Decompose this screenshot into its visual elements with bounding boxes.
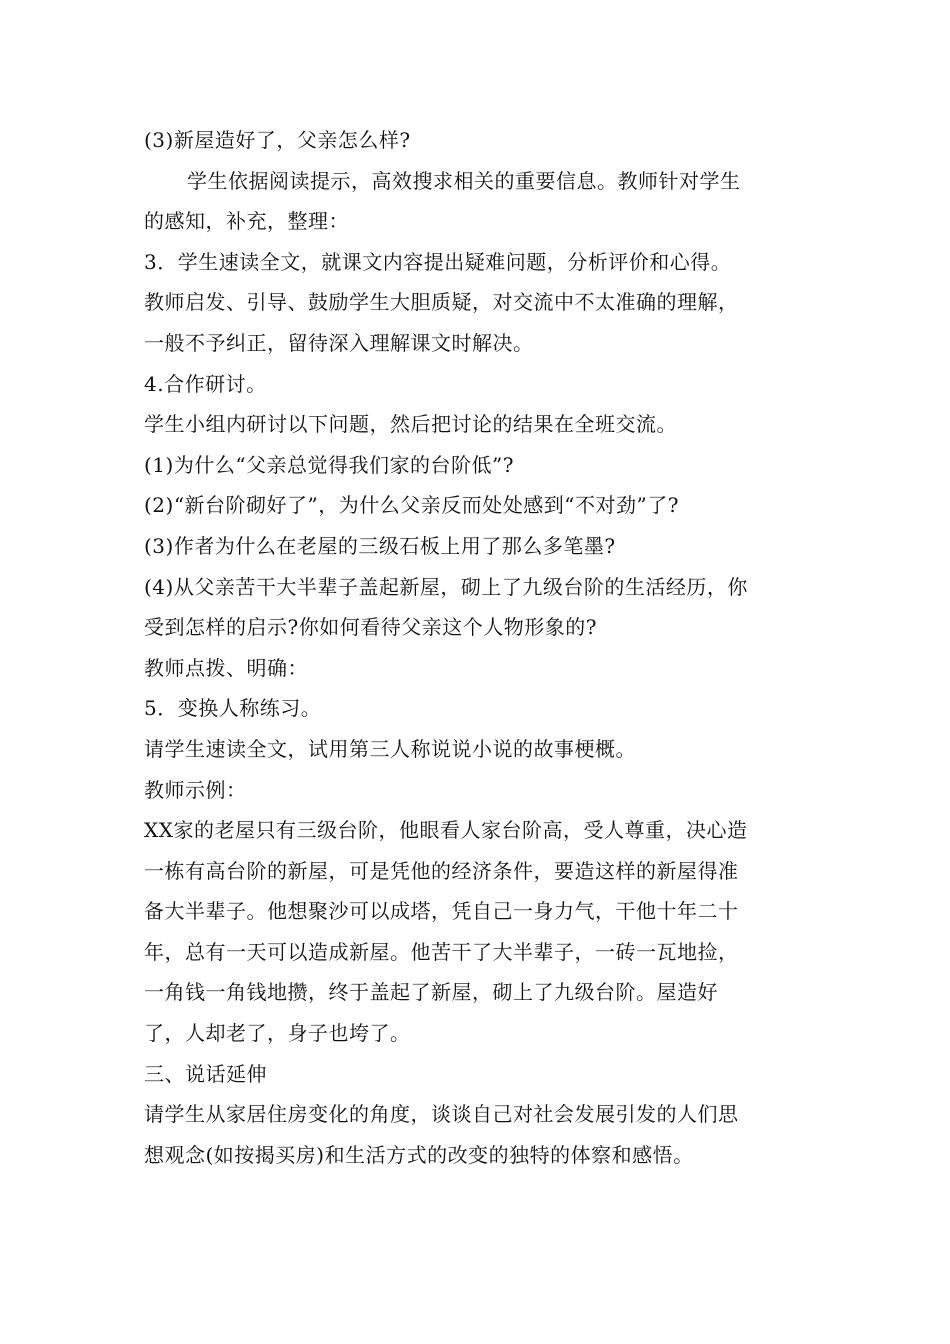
text-line: 4.合作研讨。: [144, 371, 267, 396]
text-line: 请学生从家居住房变化的角度，谈谈自己对社会发展引发的人们思: [144, 1102, 739, 1127]
text-line: 一角钱一角钱地攒，终于盖起了新屋，砌上了九级台阶。屋造好: [144, 980, 718, 1005]
text-line: 请学生速读全文，试用第三人称说说小说的故事梗概。: [144, 736, 636, 761]
text-line: 的感知，补充，整理：: [144, 209, 349, 234]
text-line: 年，总有一天可以造成新屋。他苦干了大半辈子，一砖一瓦地捡，: [144, 939, 739, 964]
text-line: 一般不予纠正，留待深入理解课文时解决。: [144, 330, 534, 355]
text-line: 3．学生速读全文，就课文内容提出疑难问题，分析评价和心得。: [144, 249, 732, 274]
text-line: (1)为什么“父亲总觉得我们家的台阶低”?: [144, 452, 515, 477]
text-line: 一栋有高台阶的新屋，可是凭他的经济条件，要造这样的新屋得准: [144, 858, 739, 883]
text-line: (4)从父亲苦干大半辈子盖起新屋，砌上了九级台阶的生活经历，你: [144, 574, 748, 599]
text-line: 教师启发、引导、鼓励学生大胆质疑，对交流中不太准确的理解，: [144, 290, 739, 315]
text-line: XX家的老屋只有三级台阶，他眼看人家台阶高，受人尊重，决心造: [144, 818, 748, 843]
text-line: (3)作者为什么在老屋的三级石板上用了那么多笔墨?: [144, 533, 616, 558]
text-line: 备大半辈子。他想聚沙可以成塔，凭自己一身力气，干他十年二十: [144, 899, 739, 924]
text-line: 教师点拨、明确：: [144, 655, 308, 680]
section-heading: 三、说话延伸: [144, 1061, 267, 1086]
text-line: 了，人却老了，身子也垮了。: [144, 1021, 411, 1046]
text-line: 教师示例：: [144, 777, 247, 802]
text-line: 学生小组内研讨以下问题，然后把讨论的结果在全班交流。: [144, 412, 677, 437]
text-line: 学生依据阅读提示，高效搜求相关的重要信息。教师针对学生: [187, 168, 741, 193]
text-line: (3)新屋造好了，父亲怎么样?: [144, 128, 411, 152]
text-line: 受到怎样的启示?你如何看待父亲这个人物形象的?: [144, 615, 597, 640]
text-line: 想观念(如按揭买房)和生活方式的改变的独特的体察和感悟。: [144, 1142, 694, 1167]
text-line: (2)“新台阶砌好了”，为什么父亲反而处处感到“不对劲”了?: [144, 493, 679, 518]
text-line: 5．变换人称练习。: [144, 696, 322, 721]
document-page: [144, 120, 816, 1175]
